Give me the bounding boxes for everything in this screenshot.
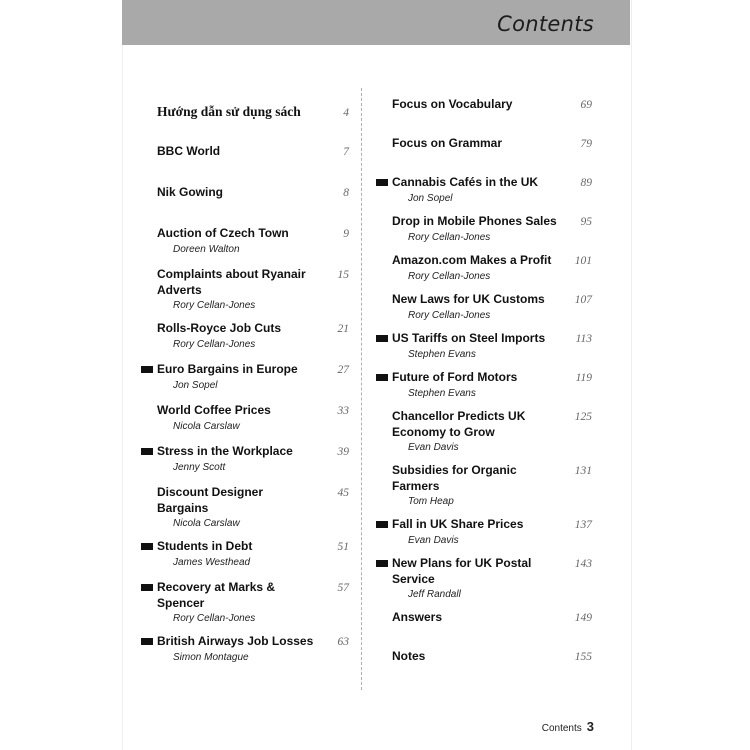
toc-entry[interactable] <box>392 463 592 517</box>
entry-text <box>157 185 315 201</box>
entry-page-number: 39 <box>337 446 349 458</box>
entry-page-number: 101 <box>574 255 592 267</box>
entry-author: Rory Cellan-Jones <box>408 270 491 282</box>
entry-author: James Westhead <box>173 556 251 568</box>
entry-text <box>392 253 558 284</box>
entry-author: Evan Davis <box>408 534 459 546</box>
toc-entry[interactable] <box>157 321 349 362</box>
entry-text <box>392 292 558 323</box>
entry-text <box>157 485 315 531</box>
entry-text <box>157 634 315 665</box>
entry-title: New Laws for UK Customs <box>392 292 545 306</box>
marker-square-icon <box>141 448 153 455</box>
toc-entry[interactable] <box>392 409 592 463</box>
entry-page-number: 113 <box>575 333 592 345</box>
entry-text <box>392 331 558 362</box>
entry-title: Amazon.com Makes a Profit <box>392 253 552 267</box>
entry-text <box>392 409 558 455</box>
entry-text <box>157 403 315 434</box>
entry-text <box>392 175 558 206</box>
entry-page-number: 63 <box>337 636 349 648</box>
page-number: 3 <box>586 719 594 734</box>
entry-page-number: 9 <box>343 228 349 240</box>
entry-text <box>157 103 315 120</box>
toc-entry[interactable] <box>392 136 592 175</box>
entry-page-number: 7 <box>343 146 349 158</box>
entry-title: Students in Debt <box>157 539 253 553</box>
contents-left-column <box>157 103 349 675</box>
entry-text <box>157 444 315 475</box>
entry-title: Drop in Mobile Phones Sales <box>392 214 557 228</box>
toc-entry[interactable] <box>157 103 349 144</box>
entry-page-number: 57 <box>337 582 349 594</box>
entry-text <box>392 610 558 626</box>
toc-entry[interactable] <box>392 649 592 688</box>
entry-title: Rolls-Royce Job Cuts <box>157 321 282 335</box>
entry-title: Euro Bargains in Europe <box>157 362 298 376</box>
entry-author: Rory Cellan-Jones <box>408 231 491 243</box>
toc-entry[interactable] <box>392 253 592 292</box>
toc-entry[interactable] <box>392 292 592 331</box>
entry-text <box>157 362 315 393</box>
entry-page-number: 4 <box>343 107 349 119</box>
entry-text <box>157 144 315 160</box>
entry-text <box>157 539 315 570</box>
entry-title: Focus on Grammar <box>392 136 503 150</box>
entry-title: Future of Ford Motors <box>392 370 518 384</box>
entry-title: Chancellor Predicts UK Economy to Grow <box>392 409 526 439</box>
entry-title: Auction of Czech Town <box>157 226 289 240</box>
toc-entry[interactable] <box>157 539 349 580</box>
entry-title: Stress in the Workplace <box>157 444 293 458</box>
toc-entry[interactable] <box>157 267 349 321</box>
footer-label: Contents <box>541 723 582 734</box>
entry-title: Cannabis Cafés in the UK <box>392 175 539 189</box>
entry-author: Jon Sopel <box>408 192 453 204</box>
entry-text <box>392 97 558 113</box>
entry-author: Rory Cellan-Jones <box>173 338 256 350</box>
toc-entry[interactable] <box>392 370 592 409</box>
entry-author: Nicola Carslaw <box>173 518 240 529</box>
page-footer <box>542 719 594 734</box>
toc-entry[interactable] <box>392 517 592 556</box>
marker-square-icon <box>376 335 388 342</box>
entry-title: Fall in UK Share Prices <box>392 517 524 531</box>
entry-page-number: 131 <box>574 465 592 477</box>
entry-page-number: 15 <box>337 269 349 281</box>
entry-title: Focus on Vocabulary <box>392 97 513 111</box>
entry-title: Complaints about Ryanair Adverts <box>157 267 306 297</box>
entry-text <box>392 136 558 152</box>
entry-text <box>392 463 558 509</box>
entry-title: Recovery at Marks & Spencer <box>157 580 276 610</box>
entry-title: BBC World <box>157 144 221 158</box>
entry-page-number: 51 <box>337 541 349 553</box>
entry-title: US Tariffs on Steel Imports <box>392 331 546 345</box>
header-band <box>122 0 630 45</box>
entry-author: Nicola Carslaw <box>173 420 240 432</box>
entry-title: Answers <box>392 610 443 624</box>
entry-author: Jeff Randall <box>408 589 461 600</box>
entry-text <box>157 267 315 313</box>
entry-page-number: 33 <box>337 405 349 417</box>
column-divider <box>361 88 362 690</box>
entry-author: Rory Cellan-Jones <box>173 300 256 311</box>
entry-author: Jon Sopel <box>173 379 218 391</box>
entry-page-number: 21 <box>337 323 349 335</box>
entry-text <box>392 214 558 245</box>
entry-title: Subsidies for Organic Farmers <box>392 463 517 493</box>
entry-title: New Plans for UK Postal Service <box>392 556 532 586</box>
page-title: Contents <box>497 12 594 36</box>
entry-page-number: 137 <box>574 519 592 531</box>
marker-square-icon <box>141 638 153 645</box>
contents-right-column <box>392 97 592 688</box>
marker-square-icon <box>141 543 153 550</box>
toc-entry[interactable] <box>157 144 349 185</box>
entry-text <box>392 517 558 548</box>
entry-text <box>392 556 558 602</box>
toc-entry[interactable] <box>392 214 592 253</box>
toc-entry[interactable] <box>157 185 349 226</box>
entry-title: Hướng dẫn sử dụng sách <box>157 104 301 119</box>
toc-entry[interactable] <box>157 444 349 485</box>
entry-text <box>392 649 558 665</box>
entry-title: Discount Designer Bargains <box>157 485 264 515</box>
entry-page-number: 8 <box>343 187 349 199</box>
entry-page-number: 45 <box>337 487 349 499</box>
entry-author: Simon Montague <box>173 651 249 663</box>
toc-entry[interactable] <box>392 610 592 649</box>
entry-page-number: 155 <box>574 651 592 663</box>
entry-page-number: 149 <box>574 612 592 624</box>
marker-square-icon <box>376 179 388 186</box>
entry-author: Evan Davis <box>408 442 459 453</box>
entry-author: Rory Cellan-Jones <box>408 309 491 321</box>
toc-entry[interactable] <box>392 556 592 610</box>
entry-text <box>157 226 315 257</box>
entry-author: Stephen Evans <box>408 387 476 399</box>
toc-entry[interactable] <box>157 226 349 267</box>
toc-entry[interactable] <box>392 175 592 214</box>
toc-entry[interactable] <box>392 331 592 370</box>
toc-entry[interactable] <box>392 97 592 136</box>
entry-title: Nik Gowing <box>157 185 223 199</box>
entry-page-number: 107 <box>574 294 592 306</box>
entry-title: World Coffee Prices <box>157 403 271 417</box>
entry-text <box>157 321 315 352</box>
toc-entry[interactable] <box>157 485 349 539</box>
toc-entry[interactable] <box>157 362 349 403</box>
entry-page-number: 69 <box>580 99 592 111</box>
marker-square-icon <box>376 374 388 381</box>
toc-entry[interactable] <box>157 580 349 634</box>
marker-square-icon <box>141 584 153 591</box>
entry-page-number: 89 <box>580 177 592 189</box>
entry-page-number: 95 <box>580 216 592 228</box>
entry-page-number: 125 <box>574 411 592 423</box>
entry-author: Jenny Scott <box>173 461 226 473</box>
entry-page-number: 79 <box>580 138 592 150</box>
marker-square-icon <box>376 521 388 528</box>
entry-title: British Airways Job Losses <box>157 634 314 648</box>
entry-text <box>392 370 558 401</box>
entry-title: Notes <box>392 649 426 663</box>
marker-square-icon <box>141 366 153 373</box>
entry-page-number: 119 <box>575 372 592 384</box>
entry-author: Tom Heap <box>408 496 454 507</box>
entry-page-number: 143 <box>574 558 592 570</box>
toc-entry[interactable] <box>157 403 349 444</box>
entry-author: Rory Cellan-Jones <box>173 613 256 624</box>
entry-page-number: 27 <box>337 364 349 376</box>
marker-square-icon <box>376 560 388 567</box>
entry-author: Stephen Evans <box>408 348 476 360</box>
toc-entry[interactable] <box>157 634 349 675</box>
entry-author: Doreen Walton <box>173 243 240 255</box>
entry-text <box>157 580 315 626</box>
